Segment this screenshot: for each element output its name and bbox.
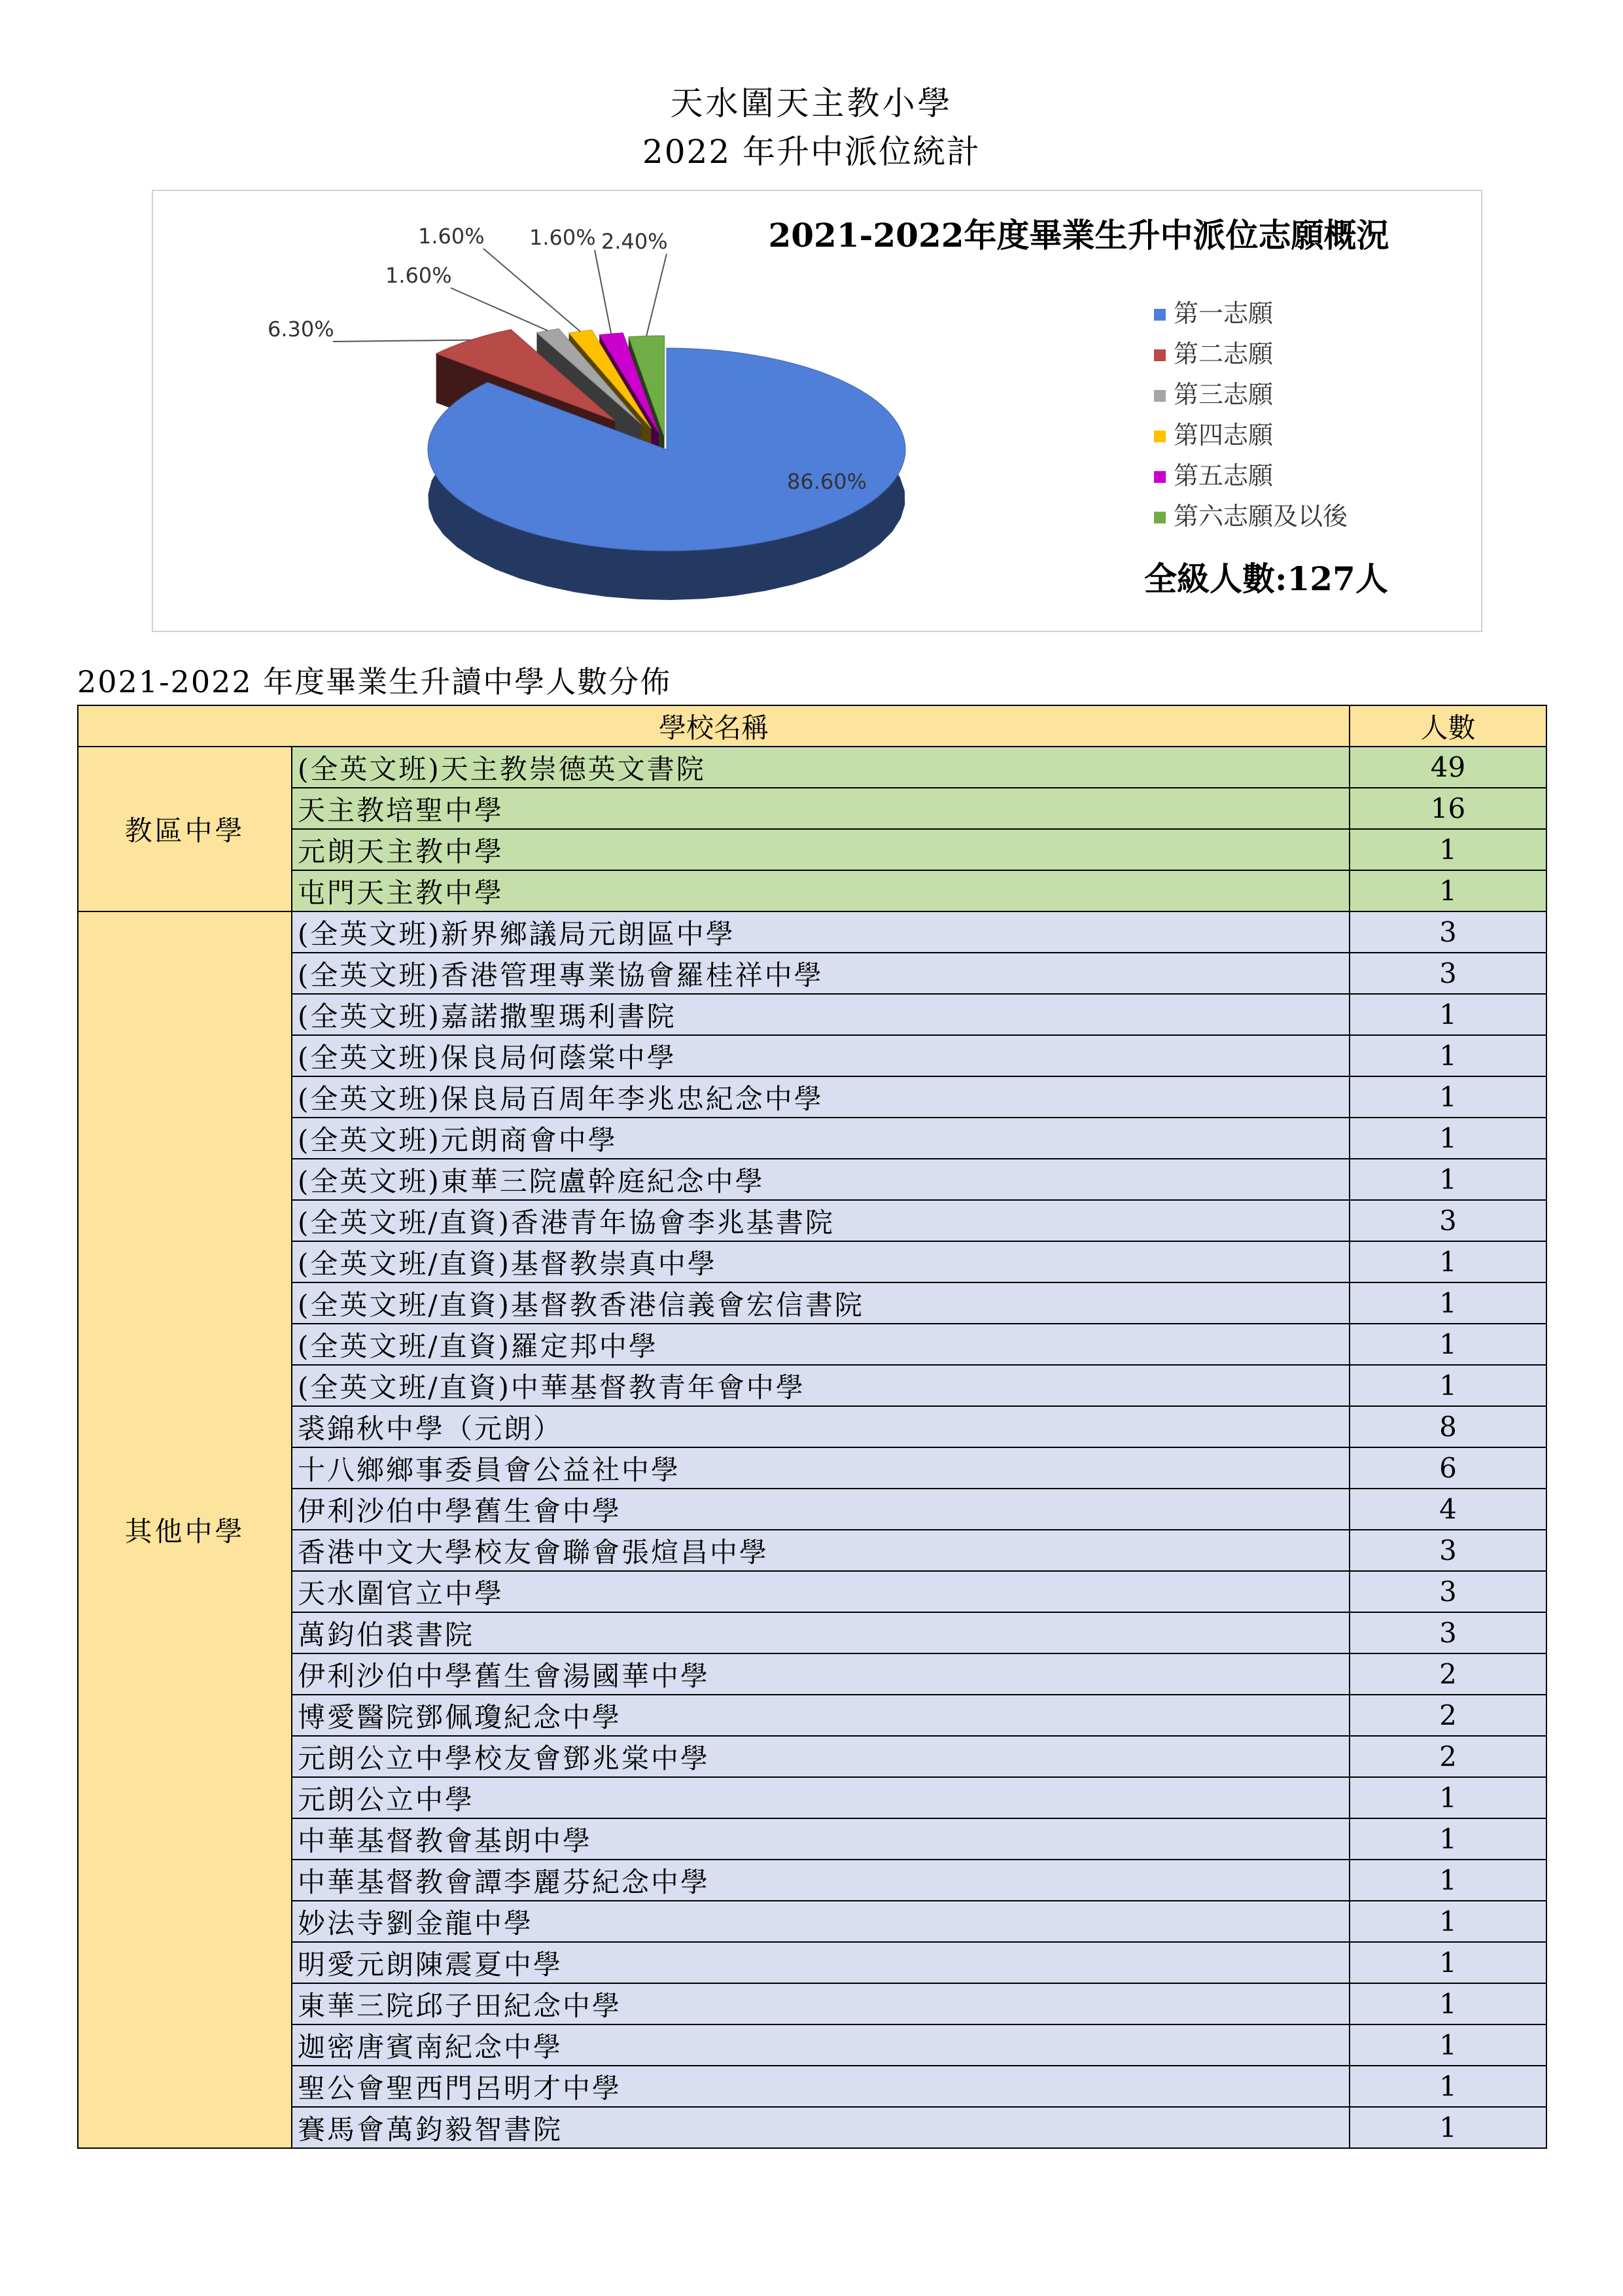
school-name-cell: (全英文班/直資)香港青年協會李兆基書院 [292, 1200, 1350, 1241]
school-name-cell: 博愛醫院鄧佩瓊紀念中學 [292, 1695, 1350, 1736]
table-row [78, 1035, 1546, 1076]
table-row [78, 1282, 1546, 1324]
school-name-cell: 賽馬會萬鈞毅智書院 [292, 2107, 1350, 2148]
school-name-cell: 伊利沙伯中學舊生會中學 [292, 1489, 1350, 1530]
pie-leader-line [595, 250, 611, 334]
pie-leader-line [483, 249, 580, 332]
table-row [78, 1365, 1546, 1406]
student-count-cell: 8 [1350, 1406, 1546, 1447]
legend-item: 第三志願 [1174, 380, 1274, 409]
school-name-cell: (全英文班/直資)羅定邦中學 [292, 1324, 1350, 1365]
student-count-cell: 1 [1350, 1076, 1546, 1118]
pie-leader-line [646, 254, 667, 336]
table-row [78, 1200, 1546, 1241]
table-row [78, 1612, 1546, 1653]
table-row [78, 1901, 1546, 1942]
pie-data-label: 1.60% [385, 263, 452, 288]
student-count-cell: 1 [1350, 1942, 1546, 1983]
legend-item: 第五志願 [1174, 461, 1274, 490]
student-count-cell: 1 [1350, 1118, 1546, 1159]
school-name-cell: (全英文班/直資)中華基督教青年會中學 [292, 1365, 1350, 1406]
table-row [78, 1818, 1546, 1860]
pie-chart-canvas [153, 191, 1481, 631]
header-count: 人數 [1350, 705, 1546, 747]
table-row [78, 788, 1546, 829]
school-name: 天水圍天主教小學 [670, 84, 953, 122]
school-name-cell: (全英文班)元朗商會中學 [292, 1118, 1350, 1159]
student-count-cell: 1 [1350, 870, 1546, 911]
school-name-cell: 天主教培聖中學 [292, 788, 1350, 829]
table-row [78, 1530, 1546, 1571]
student-count-cell: 1 [1350, 1241, 1546, 1282]
pie-leader-line [451, 288, 548, 330]
student-count-cell: 1 [1350, 2024, 1546, 2066]
school-name-cell: 東華三院邱子田紀念中學 [292, 1983, 1350, 2024]
table-row [78, 829, 1546, 870]
student-count-cell: 3 [1350, 1612, 1546, 1653]
student-count-cell: 1 [1350, 994, 1546, 1035]
header-school-name: 學校名稱 [78, 705, 1350, 747]
school-name-cell: 屯門天主教中學 [292, 870, 1350, 911]
school-name-cell: 伊利沙伯中學舊生會湯國華中學 [292, 1653, 1350, 1695]
table-row [78, 2066, 1546, 2107]
table-row [78, 1489, 1546, 1530]
school-name-cell: (全英文班/直資)基督教香港信義會宏信書院 [292, 1282, 1350, 1324]
pie-data-label: 1.60% [418, 224, 485, 249]
student-count-cell: 1 [1350, 1159, 1546, 1200]
table-row [78, 994, 1546, 1035]
school-name-cell: 香港中文大學校友會聯會張煊昌中學 [292, 1530, 1350, 1571]
school-name-cell: 元朗天主教中學 [292, 829, 1350, 870]
student-count-cell: 1 [1350, 1818, 1546, 1860]
school-name-cell: (全英文班)嘉諾撒聖瑪利書院 [292, 994, 1350, 1035]
legend-swatch [1154, 471, 1166, 483]
school-name-cell: (全英文班)保良局何蔭棠中學 [292, 1035, 1350, 1076]
student-count-cell: 1 [1350, 1901, 1546, 1942]
student-count-cell: 49 [1350, 747, 1546, 788]
student-count-cell: 3 [1350, 1200, 1546, 1241]
student-count-cell: 1 [1350, 2107, 1546, 2148]
legend-item: 第一志願 [1174, 299, 1274, 328]
legend-swatch [1154, 431, 1166, 442]
legend-swatch [1154, 309, 1166, 321]
school-name-cell: (全英文班)保良局百周年李兆忠紀念中學 [292, 1076, 1350, 1118]
student-count-cell: 1 [1350, 2066, 1546, 2107]
table-row [78, 1324, 1546, 1365]
table-row [78, 1076, 1546, 1118]
school-name-cell: (全英文班)東華三院盧幹庭紀念中學 [292, 1159, 1350, 1200]
student-count-cell: 2 [1350, 1736, 1546, 1777]
student-count-cell: 3 [1350, 953, 1546, 994]
student-count-cell: 3 [1350, 911, 1546, 953]
student-count-cell: 1 [1350, 1860, 1546, 1901]
school-name-cell: 中華基督教會譚李麗芬紀念中學 [292, 1860, 1350, 1901]
group-label: 其他中學 [78, 911, 292, 2148]
legend-swatch [1154, 512, 1166, 523]
student-count-cell: 3 [1350, 1571, 1546, 1612]
student-count-cell: 4 [1350, 1489, 1546, 1530]
legend-swatch [1154, 390, 1166, 402]
school-name-cell: (全英文班)新界鄉議局元朗區中學 [292, 911, 1350, 953]
report-title: 2022 年升中派位統計 [642, 133, 981, 171]
student-count-cell: 1 [1350, 1983, 1546, 2024]
table-row [78, 870, 1546, 911]
table-row [78, 1942, 1546, 1983]
student-count-cell: 3 [1350, 1530, 1546, 1571]
table-header-row [78, 705, 1546, 747]
table-row [78, 1241, 1546, 1282]
table-row [78, 1777, 1546, 1818]
table-row [78, 747, 1546, 788]
student-count-cell: 1 [1350, 1324, 1546, 1365]
school-name-cell: 明愛元朗陳震夏中學 [292, 1942, 1350, 1983]
school-name-cell: 元朗公立中學校友會鄧兆棠中學 [292, 1736, 1350, 1777]
pie-chart [152, 190, 1482, 632]
table-row [78, 1695, 1546, 1736]
school-name-cell: 迦密唐賓南紀念中學 [292, 2024, 1350, 2066]
table-row [78, 1983, 1546, 2024]
school-name-cell: (全英文班)天主教崇德英文書院 [292, 747, 1350, 788]
legend-item: 第二志願 [1174, 340, 1274, 368]
table-row [78, 1447, 1546, 1489]
pie-data-label: 86.60% [786, 469, 867, 494]
student-count-cell: 6 [1350, 1447, 1546, 1489]
school-name-cell: 妙法寺劉金龍中學 [292, 1901, 1350, 1942]
chart-title: 2021-2022年度畢業生升中派位志願概況 [768, 216, 1389, 255]
table-row [78, 1736, 1546, 1777]
school-name-cell: (全英文班)香港管理專業協會羅桂祥中學 [292, 953, 1350, 994]
school-name-cell: 裘錦秋中學（元朗） [292, 1406, 1350, 1447]
school-name-cell: (全英文班/直資)基督教崇真中學 [292, 1241, 1350, 1282]
total-students-label: 全級人數:127人 [1144, 559, 1388, 598]
student-count-cell: 16 [1350, 788, 1546, 829]
legend-item: 第六志願及以後 [1174, 502, 1348, 531]
school-name-cell: 元朗公立中學 [292, 1777, 1350, 1818]
table-row [78, 1159, 1546, 1200]
table-row [78, 2107, 1546, 2148]
student-count-cell: 1 [1350, 1282, 1546, 1324]
table-row [78, 1571, 1546, 1612]
student-count-cell: 2 [1350, 1653, 1546, 1695]
student-count-cell: 1 [1350, 829, 1546, 870]
student-count-cell: 1 [1350, 1365, 1546, 1406]
school-name-cell: 聖公會聖西門呂明才中學 [292, 2066, 1350, 2107]
student-count-cell: 2 [1350, 1695, 1546, 1736]
legend-item: 第四志願 [1174, 421, 1274, 450]
student-count-cell: 1 [1350, 1777, 1546, 1818]
pie-data-label: 1.60% [529, 225, 596, 250]
pie-data-label: 6.30% [268, 317, 334, 342]
pie-leader-line [333, 340, 471, 342]
school-name-cell: 十八鄉鄉事委員會公益社中學 [292, 1447, 1350, 1489]
table-row [78, 2024, 1546, 2066]
table-row [78, 1653, 1546, 1695]
school-name-cell: 天水圍官立中學 [292, 1571, 1350, 1612]
school-name-cell: 萬鈞伯裘書院 [292, 1612, 1350, 1653]
table-row [78, 1118, 1546, 1159]
school-name-cell: 中華基督教會基朗中學 [292, 1818, 1350, 1860]
table-row [78, 1406, 1546, 1447]
section-title: 2021-2022 年度畢業生升讀中學人數分佈 [77, 664, 672, 699]
legend-swatch [1154, 349, 1166, 361]
school-distribution-table [77, 705, 1547, 2149]
student-count-cell: 1 [1350, 1035, 1546, 1076]
pie-data-label: 2.40% [601, 229, 668, 254]
group-label: 教區中學 [78, 747, 292, 911]
table-row [78, 953, 1546, 994]
table-row [78, 911, 1546, 953]
table-row [78, 1860, 1546, 1901]
